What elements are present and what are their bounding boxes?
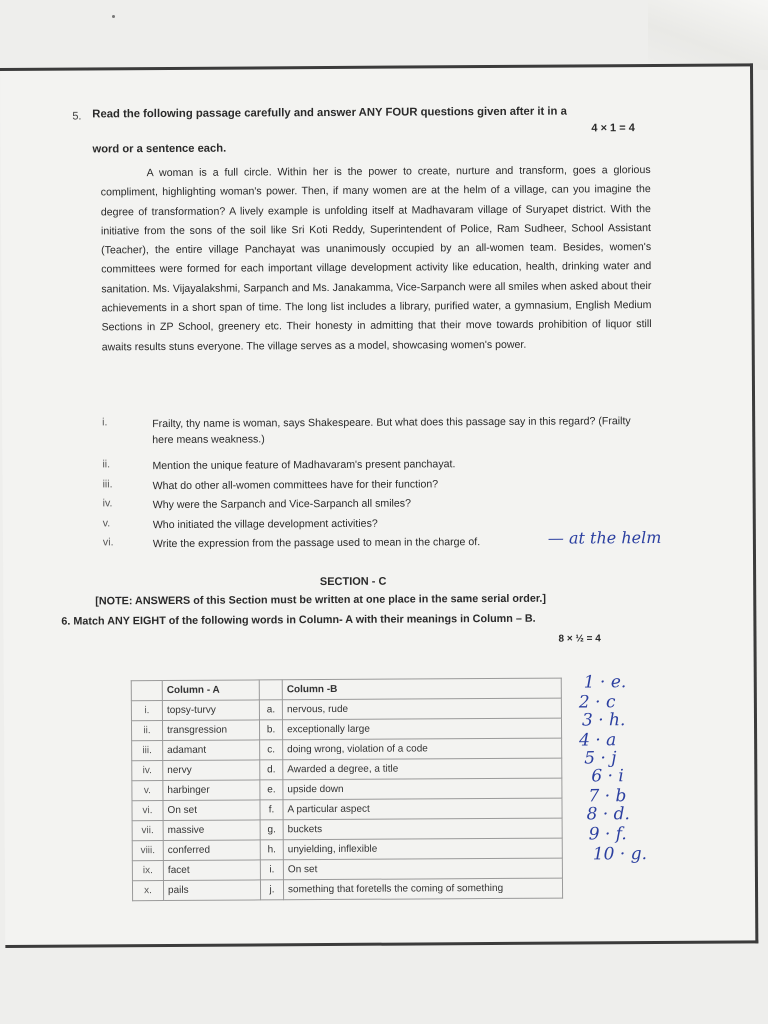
- row-number: ix.: [132, 861, 163, 881]
- section-note: [NOTE: ANSWERS of this Section must be written at one place in the same serial order.]: [95, 592, 547, 608]
- column-b-meaning: Awarded a degree, a title: [283, 758, 562, 780]
- column-a-word: massive: [163, 820, 260, 841]
- row-number: v.: [132, 781, 163, 801]
- passage-text: A woman is a full circle. Within her is the power to create, nurture and transform, goes a glorious compliment, highlighting woman's power. Then, if many women are at the helm of a village, can you imagine the degree of transformation? A lively example is unfolding itself at Madhavaram village of Suryapet district. With the initiative from the sons of the soil like Sri Koti Reddy, Superintendent of Police, Ram Sudheer, School Assistant (Teacher), the entire village Panchayat was unanimously occupied by an all-women team. Besides, women's committees were formed for each important village development activity like education, health, drinking water and sanitation. Ms. Vijayalakshmi, Sarpanch and Ms. Janakamma, Vice-Sarpanch were all smiles when asked about their achievements in a short span of time. The long list includes a library, purified water, a gymnasium, English Medium Sections in ZP School, greenery etc. Their honesty in admitting that their move towards prohibition of liquor still awaits results stuns everyone. The village serves as a model, showcasing women's power.: [100, 164, 652, 354]
- column-b-meaning: something that foretells the coming of something: [283, 878, 562, 900]
- column-a-word: adamant: [163, 740, 260, 761]
- column-a-word: transgression: [162, 720, 259, 741]
- handwritten-answers: [574, 672, 674, 865]
- table-row: [132, 738, 562, 761]
- question-5-number: 5.: [72, 110, 82, 123]
- table-row: [132, 838, 562, 861]
- handwritten-answer: 1 · e.: [583, 672, 627, 693]
- handwritten-answer: 10 · g.: [592, 844, 648, 865]
- row-letter: h.: [260, 840, 283, 860]
- section-title: SECTION - C: [319, 575, 387, 589]
- table-row: [132, 798, 562, 821]
- paper-speck: [112, 15, 115, 18]
- table-row: [132, 878, 562, 901]
- row-letter: b.: [259, 720, 282, 740]
- table-header-cell: [131, 681, 162, 701]
- row-number: x.: [132, 881, 163, 901]
- question-text: Mention the unique feature of Madhavaram's present panchayat.: [152, 458, 456, 473]
- column-b-meaning: upside down: [283, 778, 562, 800]
- column-a-word: conferred: [163, 840, 260, 861]
- row-letter: d.: [260, 760, 283, 780]
- column-b-meaning: unyielding, inflexible: [283, 838, 562, 860]
- column-a-word: harbinger: [163, 780, 260, 801]
- table-header-row: [131, 678, 561, 701]
- question-5-list: [102, 413, 663, 556]
- question-5-instruction: Read the following passage carefully and answer ANY FOUR questions given after it in a: [92, 105, 567, 121]
- column-a-word: pails: [163, 880, 260, 901]
- question-6-instruction: 6. Match ANY EIGHT of the following words in Column- A with their meanings in Column – B.: [61, 612, 536, 628]
- row-letter: g.: [260, 820, 283, 840]
- row-number: iv.: [132, 761, 163, 781]
- column-b-meaning: A particular aspect: [283, 798, 562, 820]
- question-number: i.: [102, 416, 108, 429]
- row-number: viii.: [132, 841, 163, 861]
- column-b-meaning: doing wrong, violation of a code: [283, 738, 562, 760]
- handwritten-answer: 3 · h.: [581, 710, 626, 731]
- handwritten-answer: 2 · c: [578, 692, 616, 713]
- table-row: [131, 718, 561, 741]
- page-fold-shadow: [648, 0, 768, 70]
- handwritten-answer: 8 · d.: [586, 804, 630, 825]
- row-number: i.: [131, 701, 162, 721]
- list-item: [102, 413, 662, 458]
- question-text: Why were the Sarpanch and Vice-Sarpanch all smiles?: [152, 497, 412, 512]
- row-number: vi.: [132, 801, 163, 821]
- match-table: [131, 678, 563, 902]
- row-number: vii.: [132, 821, 163, 841]
- column-b-meaning: buckets: [283, 818, 562, 840]
- column-a-word: topsy-turvy: [162, 700, 259, 721]
- row-letter: c.: [260, 740, 283, 760]
- column-a-header: Column - A: [162, 680, 259, 701]
- table-row: [132, 818, 562, 841]
- handwritten-answer: 4 · a: [579, 730, 617, 751]
- question-5-marks: 4 × 1 = 4: [591, 122, 635, 135]
- table-row: [132, 758, 562, 781]
- question-5-instruction-cont: word or a sentence each.: [92, 142, 227, 156]
- question-paper-sheet: [0, 63, 758, 948]
- column-b-meaning: exceptionally large: [282, 718, 561, 740]
- table-row: [131, 698, 561, 721]
- question-number: v.: [102, 516, 111, 529]
- column-b-meaning: nervous, rude: [282, 698, 561, 720]
- question-number: ii.: [102, 458, 111, 471]
- handwritten-answer: 6 · i: [591, 766, 624, 787]
- row-letter: a.: [259, 700, 282, 720]
- question-number: vi.: [102, 536, 114, 549]
- handwritten-answer: 9 · f.: [588, 824, 627, 845]
- row-letter: f.: [260, 800, 283, 820]
- question-text: Write the expression from the passage used to mean in the charge of.: [152, 536, 481, 551]
- question-text: What do other all-women committees have for their function?: [152, 477, 439, 492]
- column-a-word: facet: [163, 860, 260, 881]
- handwritten-answer: 7 · b: [588, 786, 627, 807]
- question-6-marks: 8 × ½ = 4: [558, 633, 601, 645]
- reading-passage: [101, 161, 652, 357]
- column-a-word: nervy: [163, 760, 260, 781]
- table-row: [132, 858, 562, 881]
- handwritten-answer: 5 · j: [584, 748, 617, 769]
- question-text: Who initiated the village development activities?: [152, 517, 378, 531]
- row-number: iii.: [132, 741, 163, 761]
- question-text: Frailty, thy name is woman, says Shakespeare. But what does this passage say in this regard? (Frailty here means weakness.): [152, 415, 631, 447]
- row-letter: i.: [260, 860, 283, 880]
- table-header-cell: [259, 680, 282, 700]
- column-a-word: On set: [163, 800, 260, 821]
- handwritten-answer: — at the helm: [547, 527, 662, 548]
- question-number: iv.: [102, 497, 113, 510]
- column-b-meaning: On set: [283, 858, 562, 880]
- row-letter: j.: [260, 880, 283, 900]
- row-number: ii.: [131, 721, 162, 741]
- column-b-header: Column -B: [282, 678, 561, 700]
- table-row: [132, 778, 562, 801]
- list-item: [102, 527, 663, 556]
- question-number: iii.: [102, 477, 113, 490]
- row-letter: e.: [260, 780, 283, 800]
- match-table-body: [131, 698, 562, 901]
